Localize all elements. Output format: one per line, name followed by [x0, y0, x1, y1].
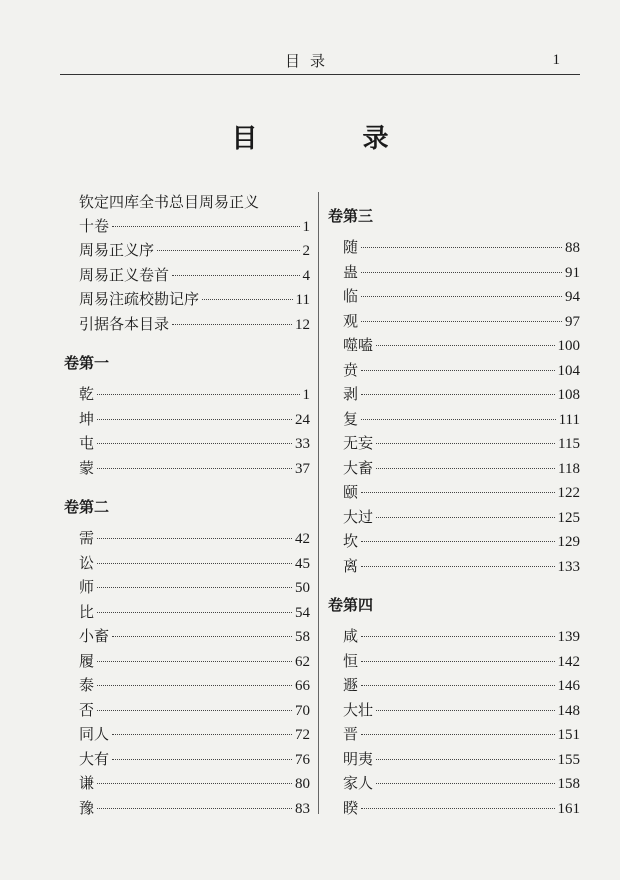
toc-entry[interactable] [64, 215, 310, 240]
toc-entry-label: 复 [343, 409, 359, 428]
toc-entry-label: 履 [79, 651, 95, 670]
toc-entry[interactable] [328, 261, 580, 286]
dot-leader [361, 370, 554, 371]
dot-leader [112, 734, 292, 735]
toc-entry[interactable] [328, 408, 580, 433]
toc-entry[interactable] [328, 481, 580, 506]
dot-leader [97, 419, 292, 420]
toc-entry-label: 比 [79, 602, 95, 621]
toc-entry-label: 师 [79, 578, 95, 596]
dot-leader [97, 563, 292, 564]
toc-entry-label: 睽 [343, 798, 359, 817]
toc-entry-page: 88 [565, 240, 580, 256]
dot-leader [97, 783, 292, 784]
toc-entry[interactable] [328, 285, 580, 310]
toc-entry-page: 1 [302, 387, 310, 403]
toc-entry-page: 11 [295, 292, 310, 308]
toc-entry-page: 83 [295, 800, 310, 817]
dot-leader [376, 783, 554, 784]
toc-entry-label: 噬嗑 [343, 336, 374, 354]
toc-entry[interactable] [328, 310, 580, 335]
toc-entry-label: 讼 [79, 553, 95, 572]
toc-entry[interactable] [328, 723, 580, 748]
dot-leader [361, 419, 556, 420]
toc-left-column [64, 190, 310, 821]
toc-entry-page: 155 [557, 751, 580, 768]
toc-entry-label: 观 [343, 311, 359, 330]
toc-entry[interactable] [64, 408, 310, 433]
dot-leader [361, 247, 562, 248]
toc-entry-page: 118 [558, 460, 580, 477]
toc-entry-label: 遯 [343, 676, 359, 694]
section-heading: 卷第三 [328, 207, 374, 225]
dot-leader [376, 517, 554, 518]
toc-entry[interactable] [328, 334, 580, 359]
toc-entry[interactable] [64, 432, 310, 457]
dot-leader [376, 710, 554, 711]
toc-entry-label: 无妄 [343, 434, 374, 452]
page-title: 目 录 [231, 124, 437, 154]
toc-entry-page: 70 [295, 702, 310, 719]
dot-leader [361, 808, 554, 809]
toc-entry[interactable] [328, 772, 580, 797]
toc-entry[interactable] [328, 383, 580, 408]
toc-entry[interactable] [328, 506, 580, 531]
toc-entry[interactable] [64, 288, 310, 313]
toc-entry-label: 蛊 [343, 262, 359, 281]
toc-entry[interactable] [64, 383, 310, 408]
toc-entry[interactable] [64, 650, 310, 675]
toc-entry-label: 坎 [343, 532, 359, 550]
toc-entry[interactable] [328, 748, 580, 773]
dot-leader [361, 321, 562, 322]
toc-entry[interactable] [328, 432, 580, 457]
dot-leader [97, 808, 292, 809]
toc-entry-label: 小畜 [79, 627, 110, 645]
toc-entry-label: 坤 [79, 409, 95, 428]
toc-entry-page: 4 [302, 267, 310, 284]
toc-entry-label: 周易正义卷首 [79, 265, 170, 284]
toc-entry-label: 大畜 [343, 458, 374, 477]
toc-entry[interactable] [64, 748, 310, 773]
column-divider [318, 192, 319, 814]
toc-entry-page: 76 [295, 751, 310, 768]
toc-entry[interactable] [64, 264, 310, 289]
toc-entry-label: 十卷 [79, 216, 110, 235]
toc-entry-page: 66 [295, 678, 310, 694]
toc-entry-label: 同人 [79, 725, 110, 743]
header-rule [60, 74, 580, 75]
toc-entry[interactable] [64, 239, 310, 264]
toc-entry-label: 恒 [343, 651, 359, 670]
toc-entry-label: 豫 [79, 798, 95, 817]
toc-entry[interactable] [328, 650, 580, 675]
dot-leader [97, 394, 299, 395]
dot-leader [376, 443, 555, 444]
dot-leader [172, 275, 299, 276]
toc-right-column [328, 202, 580, 821]
toc-entry[interactable] [328, 625, 580, 650]
section-heading: 卷第二 [64, 498, 110, 516]
toc-entry-page: 91 [565, 264, 580, 281]
dot-leader [97, 685, 292, 686]
toc-entry-label: 大有 [79, 749, 110, 768]
toc-entry-page: 24 [295, 411, 310, 428]
toc-entry-page: 100 [557, 338, 580, 354]
toc-entry-page: 42 [295, 531, 310, 547]
toc-entry-label: 家人 [343, 774, 374, 792]
toc-entry-page: 148 [557, 702, 580, 719]
dot-leader [97, 587, 292, 588]
dot-leader [361, 685, 554, 686]
toc-entry-page: 94 [565, 289, 580, 305]
dot-leader [376, 759, 554, 760]
toc-entry-page: 125 [557, 509, 580, 526]
toc-entry[interactable] [328, 555, 580, 580]
toc-entry-continued-label: 钦定四库全书总目周易正义 [79, 193, 260, 211]
toc-entry[interactable] [64, 457, 310, 482]
dot-leader [361, 734, 554, 735]
toc-entry-page: 58 [295, 629, 310, 645]
toc-entry-page: 161 [557, 800, 580, 817]
section-heading: 卷第一 [64, 354, 110, 372]
toc-entry-label: 离 [343, 556, 359, 575]
dot-leader [361, 541, 554, 542]
toc-entry-page: 151 [557, 727, 580, 743]
dot-leader [97, 661, 292, 662]
toc-entry-page: 45 [295, 555, 310, 572]
toc-entry-page: 115 [558, 436, 580, 452]
dot-leader [361, 272, 562, 273]
toc-entry-page: 62 [295, 653, 310, 670]
toc-entry[interactable] [328, 236, 580, 261]
toc-entry-label: 咸 [343, 627, 359, 645]
section-heading: 卷第四 [328, 596, 374, 614]
toc-entry-page: 146 [557, 678, 580, 694]
dot-leader [112, 759, 292, 760]
toc-entry-page: 54 [295, 604, 310, 621]
toc-entry[interactable] [64, 772, 310, 797]
dot-leader [361, 661, 554, 662]
toc-entry-label: 蒙 [79, 458, 95, 477]
toc-entry-label: 需 [79, 529, 95, 547]
toc-entry-page: 33 [295, 436, 310, 452]
dot-leader [97, 443, 292, 444]
toc-entry-label: 周易注疏校勘记序 [79, 290, 200, 308]
dot-leader [361, 636, 554, 637]
dot-leader [361, 296, 562, 297]
toc-entry-page: 142 [557, 653, 580, 670]
toc-entry-page: 37 [295, 460, 310, 477]
toc-entry-page: 129 [557, 534, 580, 550]
dot-leader [361, 492, 554, 493]
dot-leader [202, 299, 293, 300]
toc-entry[interactable] [64, 527, 310, 552]
toc-entry-page: 139 [557, 629, 580, 645]
toc-entry-label: 屯 [79, 434, 95, 452]
dot-leader [97, 710, 292, 711]
toc-entry-label: 晋 [343, 725, 359, 743]
toc-entry-page: 104 [557, 362, 580, 379]
toc-entry-label: 随 [343, 238, 359, 256]
toc-entry-label: 引据各本目录 [79, 314, 170, 333]
toc-entry-label: 明夷 [343, 749, 374, 768]
dot-leader [97, 468, 292, 469]
dot-leader [361, 566, 554, 567]
toc-entry-page: 12 [295, 316, 310, 333]
toc-entry[interactable] [64, 797, 310, 822]
toc-entry-label: 乾 [79, 385, 95, 403]
running-title: 目录 [284, 52, 335, 70]
toc-entry[interactable] [64, 699, 310, 724]
toc-entry[interactable] [64, 313, 310, 338]
toc-entry-page: 97 [565, 313, 580, 330]
toc-entry-label: 周易正义序 [79, 241, 155, 259]
toc-entry[interactable] [328, 699, 580, 724]
toc-entry-page: 80 [295, 776, 310, 792]
toc-entry[interactable] [64, 625, 310, 650]
toc-entry[interactable] [64, 674, 310, 699]
toc-entry[interactable] [328, 359, 580, 384]
running-header [0, 50, 620, 72]
toc-entry-label: 大过 [343, 507, 374, 526]
toc-entry-page: 122 [557, 485, 580, 501]
toc-entry[interactable] [64, 576, 310, 601]
page-number: 1 [552, 52, 560, 68]
toc-entry-label: 大壮 [343, 700, 374, 719]
toc-entry[interactable] [64, 552, 310, 577]
toc-entry[interactable] [328, 457, 580, 482]
dot-leader [376, 468, 555, 469]
toc-entry-page: 158 [557, 776, 580, 792]
dot-leader [97, 612, 292, 613]
dot-leader [112, 226, 299, 227]
dot-leader [112, 636, 292, 637]
toc-entry-label: 否 [79, 700, 95, 719]
dot-leader [361, 394, 554, 395]
toc-entry-label: 临 [343, 287, 359, 305]
toc-entry-page: 111 [558, 411, 580, 428]
toc-entry-label: 贲 [343, 360, 359, 379]
dot-leader [97, 538, 292, 539]
toc-entry-page: 2 [302, 243, 310, 259]
toc-entry-label: 泰 [79, 676, 95, 694]
toc-entry[interactable] [328, 674, 580, 699]
toc-entry-label: 谦 [79, 774, 95, 792]
dot-leader [376, 345, 554, 346]
dot-leader [172, 324, 292, 325]
toc-entry-page: 72 [295, 727, 310, 743]
toc-entry[interactable] [328, 797, 580, 822]
toc-entry-page: 1 [302, 218, 310, 235]
toc-entry[interactable] [64, 601, 310, 626]
toc-entry-page: 133 [557, 558, 580, 575]
toc-entry-page: 108 [557, 387, 580, 403]
toc-entry-page: 50 [295, 580, 310, 596]
toc-entry-label: 颐 [343, 483, 359, 501]
toc-entry-label: 剥 [343, 385, 359, 403]
toc-entry[interactable] [64, 723, 310, 748]
dot-leader [157, 250, 299, 251]
toc-entry[interactable] [328, 530, 580, 555]
